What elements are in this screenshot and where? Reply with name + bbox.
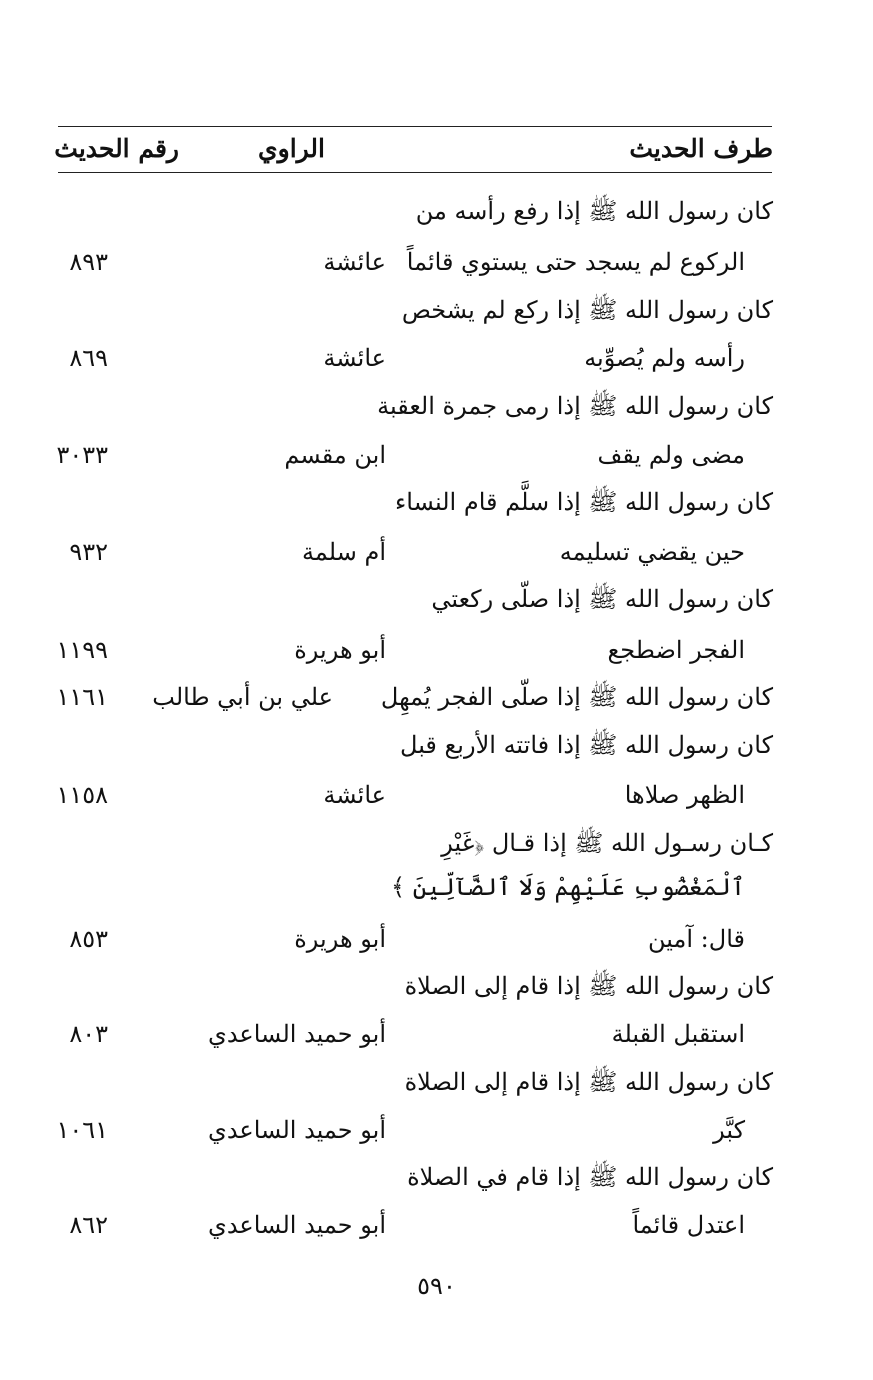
hadith-line: كان رسول الله ﷺ إذا رفع رأسه من [415,197,773,225]
hadith-number: ١١٦١ [56,683,108,711]
narrator: ابن مقسم [284,441,386,469]
hadith-number: ١١٩٩ [56,636,108,664]
hadith-line: الفجر اضطجع [607,636,745,664]
hadith-line: كان رسول الله ﷺ إذا فاتته الأربع قبل [400,731,773,759]
hadith-line: كان رسول الله ﷺ إذا صلّى ركعتي [431,585,773,613]
hadith-line: حين يقضي تسليمه [559,538,745,566]
hadith-line: مضى ولم يقف [597,441,745,469]
narrator: عائشة [323,344,386,372]
narrator: أبو هريرة [294,636,386,664]
hadith-number: ١١٥٨ [56,781,108,809]
hadith-line: كان رسول الله ﷺ إذا صلّى الفجر يُمهِل [380,683,773,711]
hadith-number: ٣٠٣٣ [56,441,108,469]
hadith-line: استقبل القبلة [611,1020,745,1048]
hadith-number: ٨٩٣ [69,248,108,276]
narrator: أم سلمة [302,538,386,566]
narrator: علي بن أبي طالب [152,683,333,711]
narrator: أبو حميد الساعدي [208,1116,386,1144]
hadith-number: ٨٦٢ [69,1211,108,1239]
hadith-number: ٩٣٢ [69,538,108,566]
hadith-line: كان رسول الله ﷺ إذا ركع لم يشخص [401,296,773,324]
header-top-rule [58,126,772,127]
hadith-line: قال: آمين [648,925,745,953]
page-number: ٥٩٠ [417,1272,456,1300]
column-header-number: رقم الحديث [54,134,179,163]
hadith-line: كان رسول الله ﷺ إذا سلَّم قام النساء [394,488,773,516]
hadith-line: الركوع لم يسجد حتى يستوي قائماً [406,248,745,276]
column-header-narrator: الراوي [258,134,325,163]
quran-verse-line: ٱلْمَغْضُوبِ عَلَيْهِمْ وَلَا ٱلضَّآلِّينَ ﴾ [391,873,745,901]
hadith-number: ٨٥٣ [69,925,108,953]
hadith-number: ١٠٦١ [56,1116,108,1144]
column-header-hadith: طرف الحديث [629,134,773,163]
narrator: أبو هريرة [294,925,386,953]
narrator: أبو حميد الساعدي [208,1020,386,1048]
hadith-line: اعتدل قائماً [632,1211,745,1239]
header-bottom-rule [58,172,772,173]
hadith-line: كان رسول الله ﷺ إذا قام إلى الصلاة [404,972,773,1000]
hadith-line: كبَّر [713,1116,745,1144]
hadith-line: كـان رسـول الله ﷺ إذا قـال ﴿غَيْرِ [441,829,773,857]
hadith-line: كان رسول الله ﷺ إذا قام في الصلاة [407,1163,773,1191]
narrator: أبو حميد الساعدي [208,1211,386,1239]
hadith-line: كان رسول الله ﷺ إذا رمى جمرة العقبة [377,392,773,420]
hadith-number: ٨٠٣ [69,1020,108,1048]
hadith-number: ٨٦٩ [69,344,108,372]
narrator: عائشة [323,248,386,276]
hadith-line: الظهر صلاها [624,781,745,809]
hadith-line: رأسه ولم يُصوِّبه [584,344,745,372]
hadith-line: كان رسول الله ﷺ إذا قام إلى الصلاة [404,1068,773,1096]
narrator: عائشة [323,781,386,809]
